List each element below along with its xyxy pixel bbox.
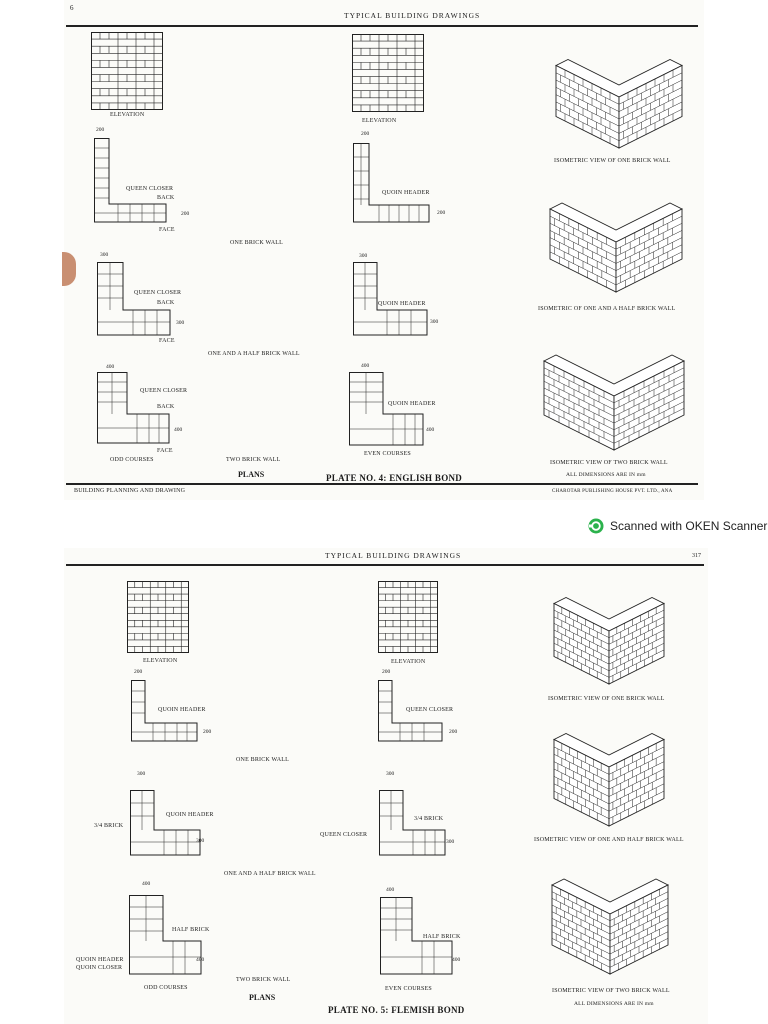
plans-label: PLANS	[238, 470, 265, 479]
back-label: BACK	[157, 404, 175, 410]
page-header: TYPICAL BUILDING DRAWINGS	[344, 11, 481, 20]
half-brick-label: HALF BRICK	[172, 927, 210, 933]
quoin-header-label: QUOIN HEADER	[76, 957, 124, 963]
face-label: FACE	[159, 338, 175, 344]
dimension-label: 300	[446, 839, 455, 845]
odd-courses-label: ODD COURSES	[110, 457, 154, 463]
dimension-label: 200	[449, 729, 458, 735]
dimension-label: 400	[142, 881, 151, 887]
half-brick-label: HALF BRICK	[423, 934, 461, 940]
dimension-label: 200	[382, 669, 391, 675]
elevation-label-mid: ELEVATION	[391, 659, 426, 665]
isometric-label: ISOMETRIC VIEW OF TWO BRICK WALL	[552, 988, 670, 994]
queen-closer-label: QUEEN CLOSER	[320, 832, 368, 838]
dimension-label: 300	[386, 771, 395, 777]
dimension-label: 300	[196, 838, 205, 844]
queen-closer-label: QUEEN CLOSER	[140, 388, 188, 394]
three-quarter-brick-label: 3/4 BRICK	[414, 816, 444, 822]
header-rule	[66, 564, 704, 566]
scanner-watermark	[588, 516, 767, 536]
elevation-drawing-mid	[352, 34, 424, 112]
dimension-label: 200	[203, 729, 212, 735]
isometric-one-half-brick-wall	[550, 708, 668, 832]
dimension-label: 200	[361, 131, 370, 137]
page-header: TYPICAL BUILDING DRAWINGS	[325, 551, 462, 560]
queen-closer-label: QUEEN CLOSER	[134, 290, 182, 296]
footer-left: BUILDING PLANNING AND DRAWING	[74, 488, 186, 494]
plans-label: PLANS	[249, 993, 276, 1002]
elevation-drawing-left	[127, 581, 189, 653]
plan-two-brick-mid	[349, 372, 427, 446]
odd-courses-label: ODD COURSES	[144, 985, 188, 991]
plan-one-half-brick-mid	[379, 790, 449, 856]
dimension-label: 300	[430, 319, 439, 325]
isometric-one-half-brick-wall	[546, 172, 686, 298]
plate-title: PLATE NO. 4: ENGLISH BOND	[326, 473, 463, 483]
back-label: BACK	[157, 300, 175, 306]
dimension-label: 200	[181, 211, 190, 217]
queen-closer-label: QUEEN CLOSER	[406, 707, 454, 713]
face-label: FACE	[159, 227, 175, 233]
dimension-label: 400	[452, 957, 461, 963]
isometric-label: ISOMETRIC VIEW OF ONE BRICK WALL	[554, 158, 671, 164]
face-label: FACE	[157, 448, 173, 454]
dimension-label: 200	[437, 210, 446, 216]
two-brick-wall-label: TWO BRICK WALL	[226, 457, 281, 463]
elevation-label-mid: ELEVATION	[362, 118, 397, 124]
queen-closer-label: QUEEN CLOSER	[126, 186, 174, 192]
two-brick-wall-label: TWO BRICK WALL	[236, 977, 291, 983]
plan-one-brick-left	[94, 138, 174, 224]
elevation-drawing-left	[91, 32, 163, 110]
page-number: 317	[692, 553, 701, 559]
dimension-label: 400	[426, 427, 435, 433]
dimension-label: 400	[106, 364, 115, 370]
isometric-label: ISOMETRIC VIEW OF ONE BRICK WALL	[548, 696, 665, 702]
one-brick-wall-label: ONE BRICK WALL	[230, 240, 284, 246]
dimension-label: 400	[174, 427, 183, 433]
plan-two-brick-left	[129, 895, 205, 975]
isometric-label: ISOMETRIC VIEW OF TWO BRICK WALL	[550, 460, 668, 466]
three-quarter-brick-label: 3/4 BRICK	[94, 823, 124, 829]
footer-right: CHAROTAR PUBLISHING HOUSE PVT. LTD., ANA	[552, 489, 673, 494]
even-courses-label: EVEN COURSES	[364, 451, 411, 457]
dimension-label: 400	[361, 363, 370, 369]
elevation-label-left: ELEVATION	[143, 658, 178, 664]
plan-one-brick-mid	[353, 143, 431, 223]
plan-one-half-brick-mid	[353, 262, 429, 336]
isometric-one-brick-wall	[550, 572, 668, 690]
dimension-label: 300	[137, 771, 146, 777]
dimension-label: 400	[386, 887, 395, 893]
plan-one-half-brick-left	[130, 790, 205, 856]
one-half-brick-wall-label: ONE AND A HALF BRICK WALL	[224, 871, 316, 877]
elevation-drawing-mid	[378, 581, 438, 653]
isometric-label: ISOMETRIC VIEW OF ONE AND HALF BRICK WALL	[534, 837, 684, 843]
isometric-two-brick-wall	[548, 852, 672, 980]
one-half-brick-wall-label: ONE AND A HALF BRICK WALL	[208, 351, 300, 357]
dimension-label: 300	[359, 253, 368, 259]
dimension-label: 200	[134, 669, 143, 675]
dimension-label: 200	[96, 127, 105, 133]
dimensions-note: ALL DIMENSIONS ARE IN mm	[566, 472, 646, 478]
back-label: BACK	[157, 195, 175, 201]
plate-title: PLATE NO. 5: FLEMISH BOND	[328, 1005, 465, 1015]
elevation-label-left: ELEVATION	[110, 112, 145, 118]
header-rule	[66, 25, 698, 27]
plan-one-half-brick-left	[97, 262, 175, 336]
quoin-closer-label: QUOIN CLOSER	[76, 965, 123, 971]
one-brick-wall-label: ONE BRICK WALL	[236, 757, 290, 763]
quoin-header-label: QUOIN HEADER	[378, 301, 426, 307]
quoin-header-label: QUOIN HEADER	[388, 401, 436, 407]
dimension-label: 300	[176, 320, 185, 326]
quoin-header-label: QUOIN HEADER	[158, 707, 206, 713]
isometric-one-brick-wall	[552, 30, 686, 154]
quoin-header-label: QUOIN HEADER	[382, 190, 430, 196]
dimension-label: 300	[100, 252, 109, 258]
even-courses-label: EVEN COURSES	[385, 986, 432, 992]
isometric-label: ISOMETRIC OF ONE AND A HALF BRICK WALL	[538, 306, 676, 312]
dimensions-note: ALL DIMENSIONS ARE IN mm	[574, 1001, 654, 1007]
isometric-two-brick-wall	[540, 322, 688, 456]
footer-rule	[66, 483, 698, 485]
page-number: 6	[70, 4, 74, 12]
quoin-header-label: QUOIN HEADER	[166, 812, 214, 818]
dimension-label: 400	[196, 957, 205, 963]
scanner-watermark-text: Scanned with OKEN Scanner	[610, 519, 768, 533]
scanner-logo-icon	[588, 518, 604, 534]
